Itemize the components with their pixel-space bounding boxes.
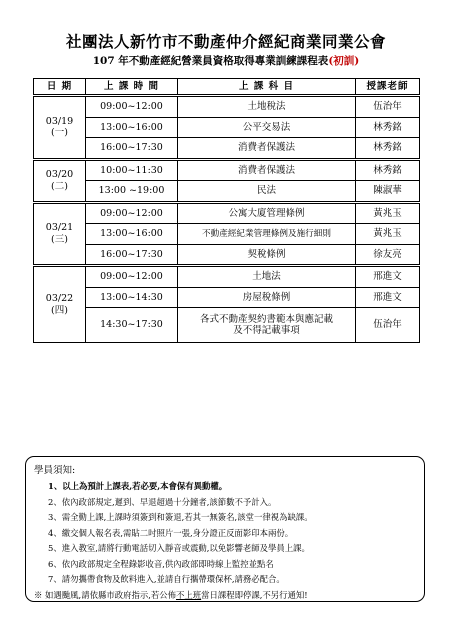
note-item: 3、需全勤上課,上課時須簽到和簽退,若其一無簽名,該堂一律視為缺課。: [48, 512, 313, 522]
teacher-cell: 徐友亮: [356, 244, 420, 266]
subject-cell: 契稅條例: [178, 244, 356, 266]
note-item: 5、進入教室,請將行動電話切入靜音或震動,以免影響老師及學員上課。: [48, 543, 310, 553]
subject-cell: 消費者保護法: [178, 159, 356, 181]
date-cell: [34, 96, 86, 160]
notes-heading: 學員須知:: [34, 465, 76, 476]
time-cell: 13:00~16:00: [86, 224, 178, 245]
table-row: [34, 244, 420, 266]
teacher-cell: 伍治年: [356, 96, 420, 118]
weekday-value: (一): [51, 127, 68, 139]
teacher-cell: 邢進文: [356, 266, 420, 288]
subject-cell: 公寓大廈管理條例: [178, 202, 356, 224]
note-item: 1、以上為預計上課表,若必要,本會保有異動權。: [48, 481, 228, 491]
weekday-value: (四): [51, 304, 68, 316]
subject-cell: 土地稅法: [178, 96, 356, 118]
header-time: 上 課 時 間: [86, 79, 178, 96]
time-cell: 13:00~14:30: [86, 287, 178, 308]
date-value: 03/21: [45, 222, 74, 234]
table-row: [34, 181, 420, 203]
time-cell: 13:00~16:00: [86, 117, 178, 138]
note-item: 2、依內政部規定,遲到、早退超過十分鐘者,該節數不予計入。: [48, 496, 277, 507]
subject-line-2: 及不得記載事項: [233, 325, 300, 336]
table-row: [34, 96, 420, 118]
subtitle-tag: (初訓): [328, 55, 360, 67]
schedule-table: [33, 78, 420, 343]
date-value: 03/19: [45, 115, 74, 127]
table-row: [34, 159, 420, 181]
subtitle-main: 107 年不動產經紀營業員資格取得專業訓練課程表: [92, 55, 329, 67]
table-row: [34, 308, 420, 343]
teacher-cell: 黃兆玉: [356, 224, 420, 245]
subject-cell: 不動產經紀業管理條例及施行細則: [178, 224, 356, 245]
header-teacher: 授課老師: [356, 79, 420, 96]
note-item: 7、請勿攜帶食物及飲料進入,並請自行攜帶環保杯,請務必配合。: [48, 574, 285, 584]
subject-cell: 消費者保護法: [178, 138, 356, 160]
teacher-cell: 陳淑華: [356, 181, 420, 203]
time-cell: 16:00~17:30: [86, 138, 178, 160]
page-subtitle: [0, 53, 452, 68]
date-value: 03/20: [45, 169, 74, 181]
time-cell: 10:00~11:30: [86, 159, 178, 181]
time-cell: 09:00~12:00: [86, 96, 178, 118]
typhoon-note-pre: ※ 如遇颱風,請依縣市政府指示,若公佈: [34, 589, 176, 600]
teacher-cell: 邢進文: [356, 287, 420, 308]
typhoon-note-underline: 不上班: [176, 589, 202, 600]
time-cell: 16:00~17:30: [86, 244, 178, 266]
teacher-cell: 伍治年: [356, 308, 420, 343]
date-cell: [34, 266, 86, 343]
teacher-cell: 林秀銘: [356, 159, 420, 181]
table-row: [34, 202, 420, 224]
subject-cell: 房屋稅條例: [178, 287, 356, 308]
header-date: 日 期: [34, 79, 86, 96]
table-row: [34, 287, 420, 308]
notes-box: [25, 456, 425, 602]
table-row: [34, 266, 420, 288]
note-item: 6、依內政部規定全程錄影收音,供內政部即時線上監控並點名: [48, 558, 274, 569]
teacher-cell: 林秀銘: [356, 138, 420, 160]
subject-cell: 公平交易法: [178, 117, 356, 138]
typhoon-note-post: 當日課程即停課,不另行通知!: [201, 589, 308, 600]
header-subject: 上 課 科 目: [178, 79, 356, 96]
weekday-value: (三): [51, 233, 68, 245]
time-cell: 09:00~12:00: [86, 202, 178, 224]
subject-cell: [178, 308, 356, 343]
note-item: 4、繳交個人報名表,需貼二吋照片一張,身分證正反面影印本兩份。: [48, 527, 294, 538]
table-row: [34, 224, 420, 245]
time-cell: 13:00 ~19:00: [86, 181, 178, 203]
date-cell: [34, 159, 86, 202]
date-value: 03/22: [45, 293, 74, 305]
weekday-value: (二): [51, 180, 68, 192]
table-header-row: [34, 79, 420, 96]
teacher-cell: 林秀銘: [356, 117, 420, 138]
time-cell: 14:30~17:30: [86, 308, 178, 343]
typhoon-note: [34, 588, 416, 604]
page-title: 社團法人新竹市不動產仲介經紀商業同業公會: [65, 32, 386, 51]
subject-cell: 民法: [178, 181, 356, 203]
time-cell: 09:00~12:00: [86, 266, 178, 288]
date-cell: [34, 202, 86, 266]
subject-line-1: 各式不動產契約書範本與應記載: [199, 313, 333, 325]
table-row: [34, 138, 420, 160]
table-row: [34, 117, 420, 138]
subject-cell: 土地法: [178, 266, 356, 288]
teacher-cell: 黃兆玉: [356, 202, 420, 224]
